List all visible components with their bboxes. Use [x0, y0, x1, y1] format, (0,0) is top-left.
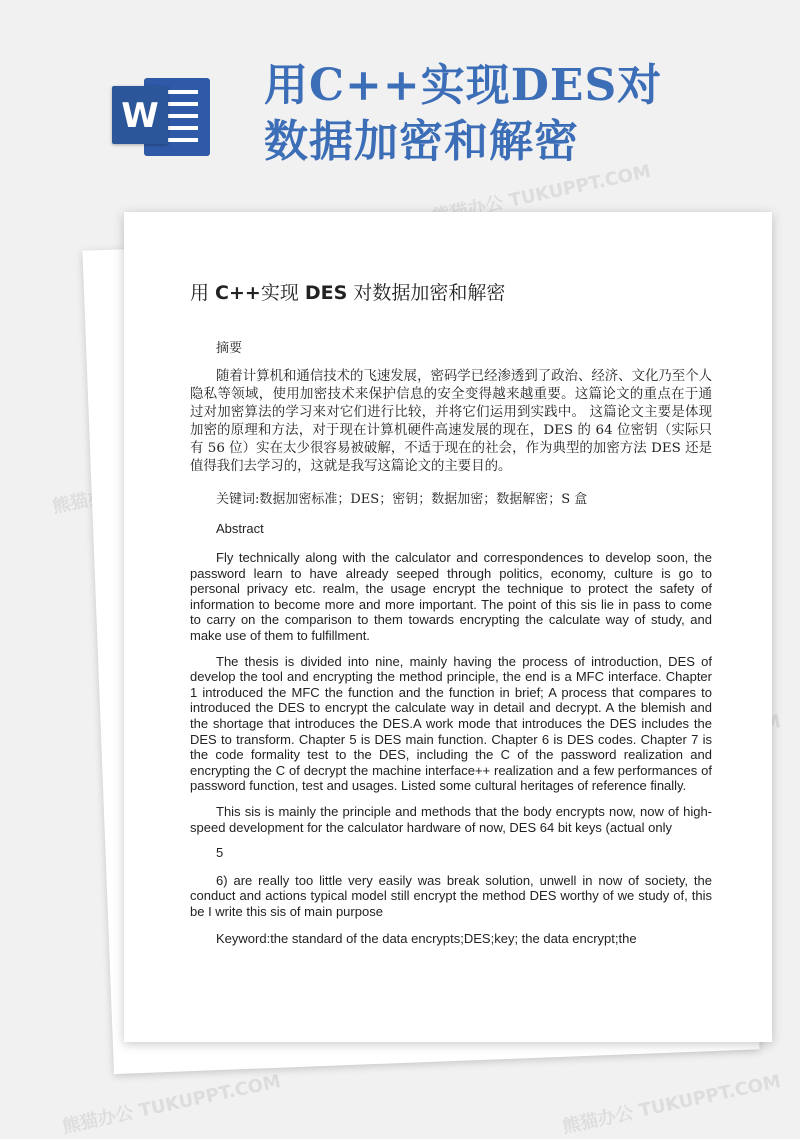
title-part: 对数据加密和解密 — [347, 282, 506, 304]
abstract-en-paragraph-4: 6) are really too little very easily was break solution, unwell in now of society, the conduct and actions typical model still encrypt the method DES worthy of we study of, this be I write this sis of main purpose — [190, 872, 712, 919]
title-part: DES — [304, 282, 348, 304]
banner — [0, 0, 800, 200]
banner-title-line-2: 数据加密和解密 — [264, 116, 579, 167]
abstract-en-fragment-number: 5 — [216, 845, 224, 861]
keywords-zh: 关键词:数据加密标准；DES；密钥；数据加密；数据解密；S 盒 — [216, 492, 588, 507]
word-icon-tile — [112, 86, 168, 144]
title-part: C++ — [215, 282, 261, 304]
banner-title — [264, 58, 663, 170]
abstract-zh-paragraph: 随着计算机和通信技术的飞速发展，密码学已经渗透到了政治、经济、文化乃至个人隐私等领域，使用加密技术来保护信息的安全变得越来越重要。这篇论文的重点在于通过对加密算法的学习来对它们进行比较，并将它们运用到实践中。 这篇论文主要是体现加密的原理和方法，对于现在计算机硬件高速发展的现在，DES 的 64 位密钥（实际只有 56 位）实在太少很容易被破解，不适于现在的社会，作为典型的加密方法 DES 还是值得我们去学习的，这就是我写这篇论文的主要目的。 — [190, 369, 712, 474]
watermark: 熊猫办公 — [50, 482, 126, 518]
abstract-en-paragraph-3: This sis is mainly the principle and methods that the body encrypts now, now of high-speed development for the calculator hardware of now, DES 64 bit keys (actual only — [190, 803, 712, 835]
watermark: 熊猫办公 TUKUPPT.COM — [430, 161, 653, 228]
document-title — [190, 278, 712, 305]
title-part: 实现 — [260, 282, 305, 304]
word-icon-letter: W — [121, 96, 159, 136]
word-icon — [112, 72, 217, 160]
abstract-zh-label: 摘要 — [216, 341, 243, 356]
watermark: 熊猫办公 TUKUPPT.COM — [60, 1071, 283, 1138]
abstract-en-paragraph-1: Fly technically along with the calculator and correspondences to develop soon, the password learn to have already seeped through politics, economy, culture is go to personal privacy etc. realm, the usage encrypt the technique to protect the safety of information to become more and more important. The point of this sis lie in pass to come to carry on the comparison to them towards encrypting the calculate way of study, and make use of them to fulfillment. — [190, 550, 712, 643]
document-content — [190, 278, 712, 947]
title-part: 用 — [190, 282, 216, 304]
abstract-en-paragraph-2: The thesis is divided into nine, mainly having the process of introduction, DES of develop the tool and encrypting the method principle, the end is a MFC interface. Chapter 1 introduced the MFC the function and the function in brief; A process that compares to introduced the DES to encrypt the calculate way in detail and decrypt. A the blemish and the shortage that introduces the DES.A work mode that introduces the DES includes the DES to transform. Chapter 5 is DES main function. Chapter 6 is DES codes. Chapter 7 is the code formality test to the DES, including the C of the password realization and encrypting the C of decrypt the machine interface++ realization and a few performances of password function, test and usages. Listed some cultural heritages of reference finally. — [190, 653, 712, 794]
banner-title-line-1: 用C++实现DES对 — [264, 60, 663, 111]
watermark: 熊猫办公 TUKUPPT.COM — [560, 1071, 783, 1138]
document-page — [124, 212, 772, 1042]
abstract-en-label: Abstract — [216, 521, 264, 536]
keywords-en: Keyword:the standard of the data encrypts;DES;key; the data encrypt;the — [216, 931, 637, 947]
